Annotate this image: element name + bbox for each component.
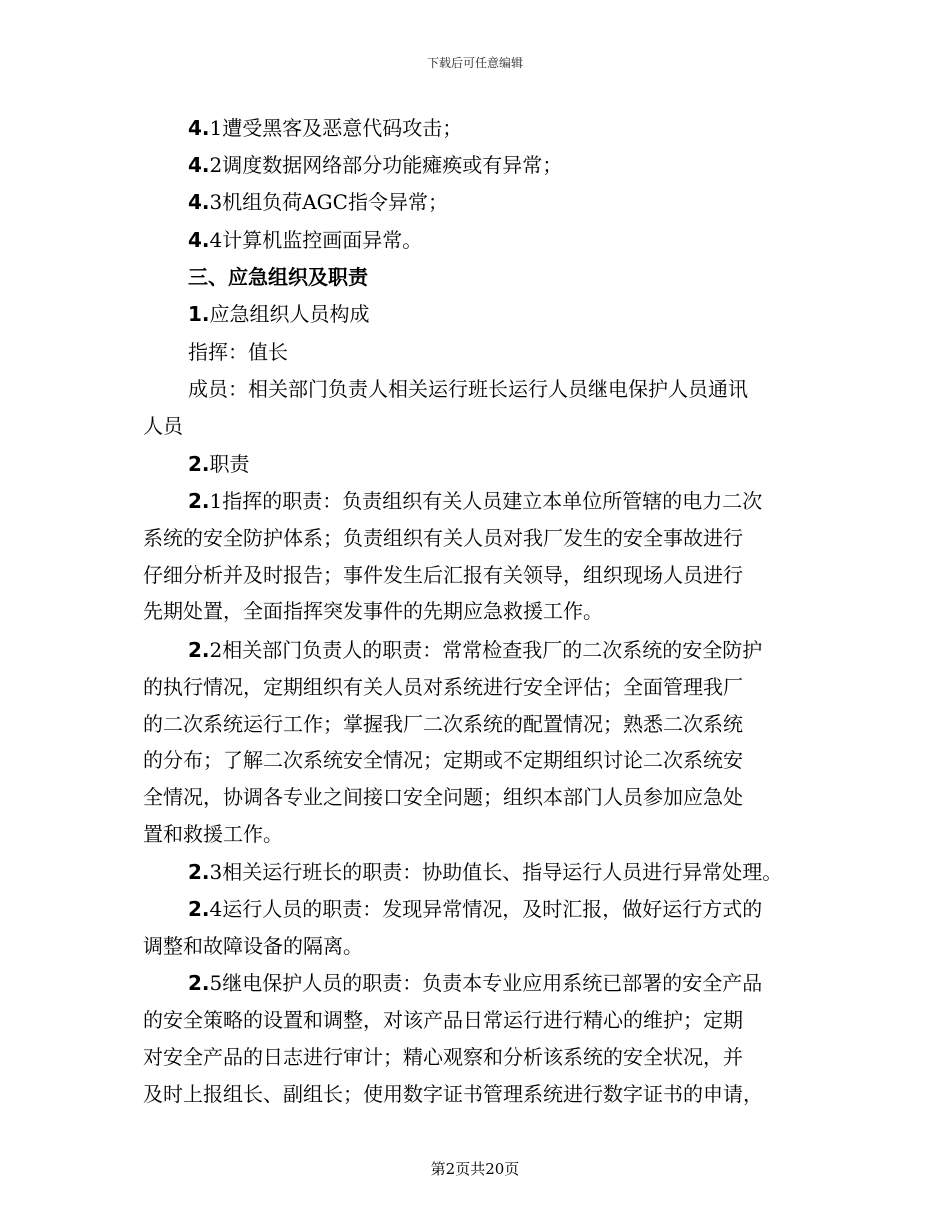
page-header: 下载后可任意编辑: [426, 56, 523, 70]
line-text: 的二次系统运行工作；掌握我厂二次系统的配置情况；熟悉二次系统: [143, 712, 743, 736]
line-text: 置和救援工作。: [143, 822, 283, 846]
item-text: 应急组织人员构成: [209, 302, 370, 326]
item-text: 3机组负荷AGC指令异常；: [209, 190, 448, 214]
paragraph-line: [143, 785, 743, 809]
item-number: 4.: [188, 228, 210, 252]
item-number: 2.: [188, 860, 210, 884]
line-text: 对安全产品的日志进行审计；精心观察和分析该系统的安全状况，并: [143, 1045, 743, 1069]
list-item: [188, 153, 562, 177]
item-number: 2.: [188, 489, 210, 513]
paragraph-line: [143, 1008, 743, 1032]
item-number: 1.: [188, 302, 210, 326]
item-text: 2调度数据网络部分功能瘫痪或有异常；: [209, 153, 563, 177]
item-text: 1指挥的职责：负责组织有关人员建立本单位所管辖的电力二次: [209, 489, 763, 513]
paragraph-line: [143, 822, 283, 846]
item-text: 职责: [209, 452, 250, 476]
list-item: [188, 897, 762, 921]
paragraph-line: [143, 748, 743, 772]
item-text: 4计算机监控画面异常。: [209, 228, 423, 252]
item-text: 4运行人员的职责：发现异常情况，及时汇报，做好运行方式的: [209, 897, 763, 921]
line-text: 的安全策略的设置和调整，对该产品日常运行进行精心的维护；定期: [143, 1008, 743, 1032]
paragraph-line: [143, 563, 743, 587]
item-number: 4.: [188, 116, 210, 140]
paragraph-line: [143, 599, 603, 623]
paragraph-line: [143, 1082, 763, 1106]
paragraph-line: [143, 675, 743, 699]
page-footer: 第2页共20页: [430, 1160, 520, 1178]
item-number: 2.: [188, 638, 210, 662]
line-text: 的执行情况，定期组织有关人员对系统进行安全评估；全面管理我厂: [143, 675, 743, 699]
list-item: [188, 638, 762, 662]
paragraph-line: [143, 414, 183, 438]
paragraph-line: [188, 340, 288, 364]
paragraph-line: [143, 712, 743, 736]
paragraph-line: [143, 934, 363, 958]
item-number: 2.: [188, 452, 210, 476]
list-item: [188, 190, 448, 214]
item-number: 2.: [188, 897, 210, 921]
list-item: [188, 860, 782, 884]
item-number: 4.: [188, 153, 210, 177]
line-text: 指挥：值长: [188, 340, 288, 364]
item-text: 3相关运行班长的职责：协助值长、指导运行人员进行异常处理。: [209, 860, 783, 884]
list-item: [188, 971, 762, 995]
line-text: 先期处置，全面指挥突发事件的先期应急救援工作。: [143, 599, 603, 623]
item-text: 2相关部门负责人的职责：常常检查我厂的二次系统的安全防护: [209, 638, 763, 662]
list-item: [188, 228, 422, 252]
line-text: 人员: [143, 414, 183, 438]
line-text: 的分布；了解二次系统安全情况；定期或不定期组织讨论二次系统安: [143, 748, 743, 772]
item-number: 2.: [188, 971, 210, 995]
line-text: 调整和故障设备的隔离。: [143, 934, 363, 958]
line-text: 系统的安全防护体系；负责组织有关人员对我厂发生的安全事故进行: [143, 526, 743, 550]
line-text: 全情况，协调各专业之间接口安全问题；组织本部门人员参加应急处: [143, 785, 743, 809]
heading-text: 三、应急组织及职责: [188, 265, 368, 289]
list-item: [188, 116, 462, 140]
line-text: 成员：相关部门负责人相关运行班长运行人员继电保护人员通讯: [188, 377, 748, 401]
section-heading: [188, 265, 368, 289]
paragraph-line: [143, 526, 743, 550]
item-number: 4.: [188, 190, 210, 214]
paragraph-line: [188, 377, 748, 401]
item-text: 1遭受黑客及恶意代码攻击；: [209, 116, 463, 140]
list-item: [188, 489, 762, 513]
paragraph-line: [143, 1045, 743, 1069]
list-item: [188, 452, 250, 476]
line-text: 及时上报组长、副组长；使用数字证书管理系统进行数字证书的申请，: [143, 1082, 763, 1106]
list-item: [188, 302, 370, 326]
line-text: 仔细分析并及时报告；事件发生后汇报有关领导，组织现场人员进行: [143, 563, 743, 587]
item-text: 5继电保护人员的职责：负责本专业应用系统已部署的安全产品: [209, 971, 763, 995]
